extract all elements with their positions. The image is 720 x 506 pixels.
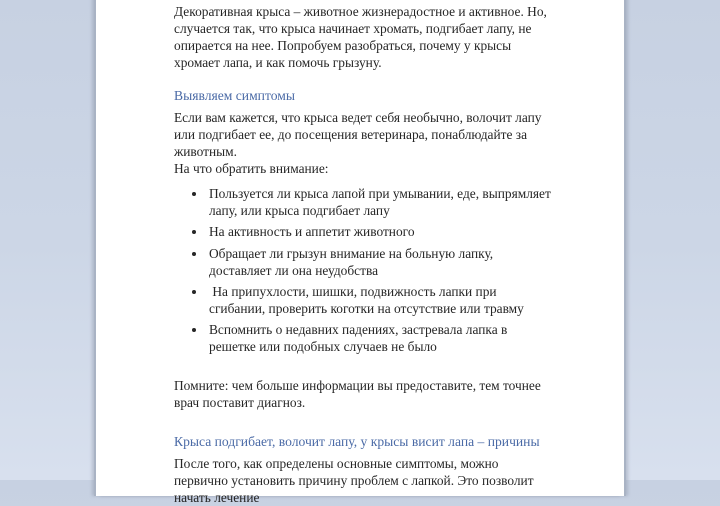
list-item-text: Вспомнить о недавних падениях, застревала лапка в решетке или подобных случаев не было [209, 322, 508, 354]
list-item [209, 185, 554, 219]
heading-causes: Крыса подгибает, волочит лапу, у крысы висит лапа – причины [174, 434, 540, 449]
bullet-icon [192, 252, 196, 256]
list-item [209, 223, 554, 240]
list-item-text: На активность и аппетит животного [209, 224, 415, 239]
bullet-icon [192, 192, 196, 196]
list-item [209, 283, 554, 317]
list-item-text: Обращает ли грызун внимание на больную лапку, доставляет ли она неудобства [209, 246, 494, 278]
attention-label: На что обратить внимание: [174, 161, 329, 176]
list-item [209, 321, 554, 355]
symptoms-paragraph: Если вам кажется, что крыса ведет себя необычно, волочит лапу или подгибает ее, до посещения ветеринара, понаблюдайте за животным. [174, 110, 542, 159]
list-item [209, 245, 554, 279]
bullet-icon [192, 290, 196, 294]
intro-paragraph: Декоративная крыса – животное жизнерадостное и активное. Но, случается так, что крыса начинает хромать, подгибает лапу, не опирается на нее. Попробуем разобраться, почему у крысы хромает лапа, и как помочь грызуну. [174, 4, 547, 70]
list-item-text: На припухлости, шишки, подвижность лапки при сгибании, проверить коготки на отсутствие или травму [209, 284, 524, 316]
causes-paragraph: После того, как определены основные симптомы, можно первично установить причину проблем с лапкой. Это позволит начать лечение [174, 456, 534, 505]
list-item-text: Пользуется ли крыса лапой при умывании, еде, выпрямляет лапу, или крыса подгибает лапу [209, 186, 551, 218]
heading-symptoms: Выявляем симптомы [174, 88, 295, 103]
reminder-paragraph: Помните: чем больше информации вы предоставите, тем точнее врач поставит диагноз. [174, 378, 541, 410]
bullet-icon [192, 328, 196, 332]
document-page [96, 0, 624, 505]
bullet-icon [192, 230, 196, 234]
